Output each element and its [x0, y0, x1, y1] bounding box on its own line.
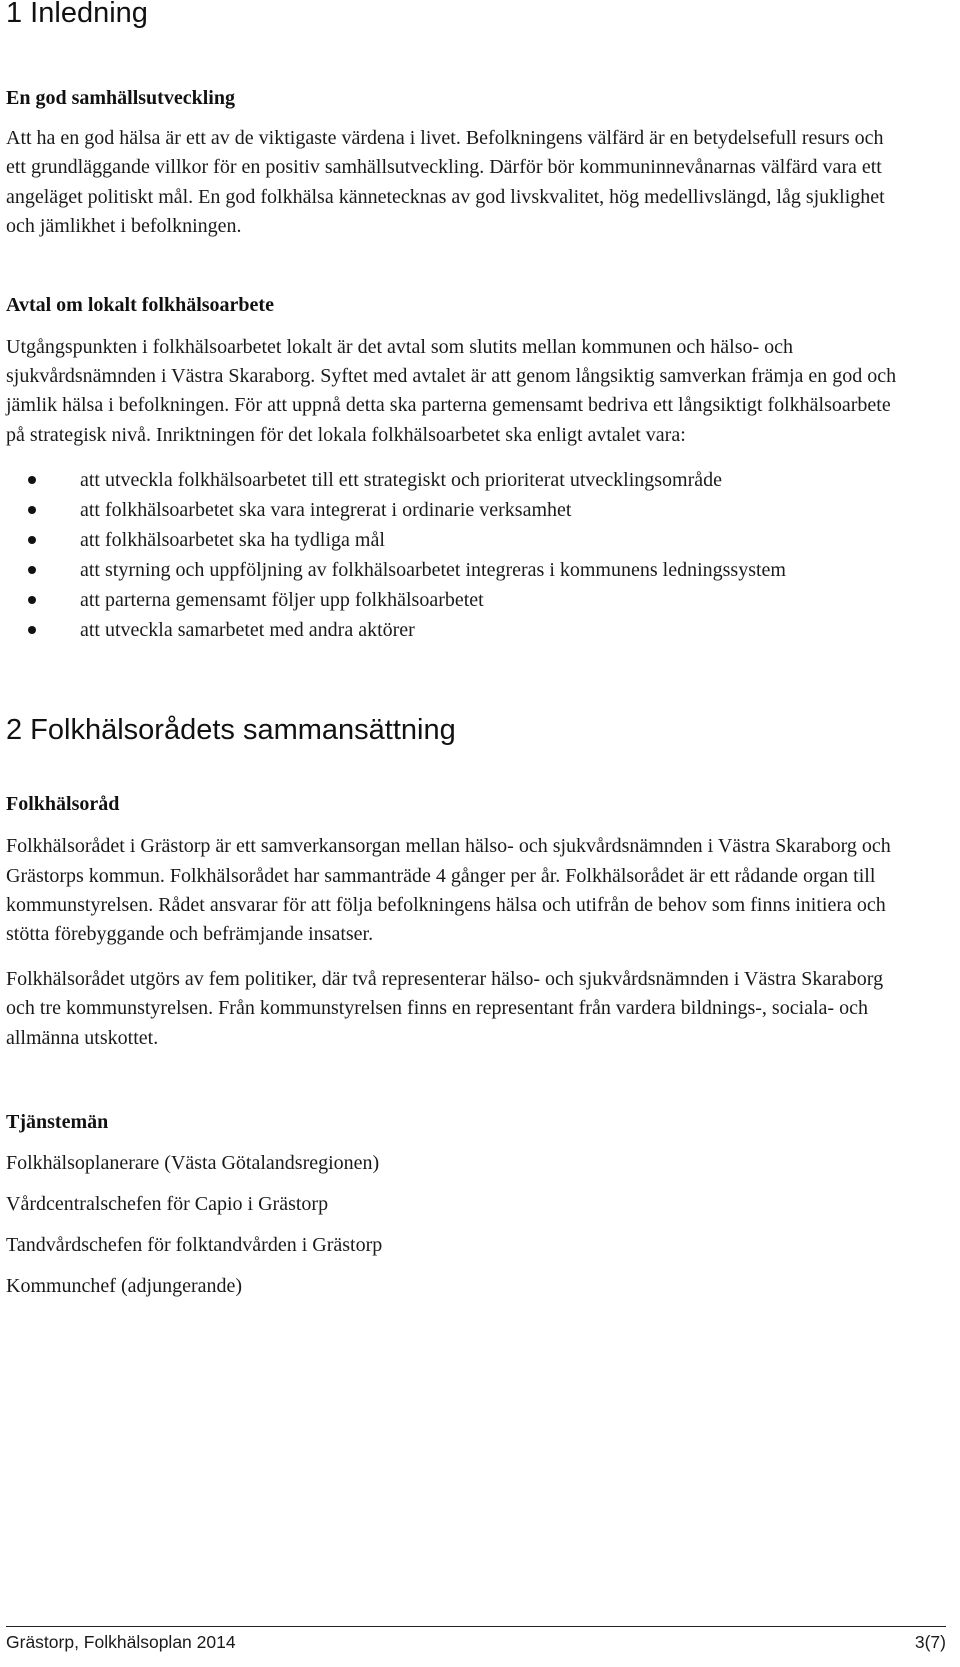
- bullet-icon: [28, 536, 36, 544]
- tjansteman-list: [6, 1149, 952, 1300]
- list-item: [6, 525, 866, 555]
- document-page: [6, 0, 952, 1300]
- list-item-text: att folkhälsoarbetet ska vara integrerat i ordinarie verksamhet: [80, 499, 572, 522]
- footer-title: Grästorp, Folkhälsoplan 2014: [6, 1632, 236, 1652]
- page-number: 3(7): [914, 1632, 946, 1652]
- subheading-folkhalsorad: Folkhälsoråd: [6, 793, 120, 816]
- list-item: [6, 495, 866, 525]
- bullet-list-inriktning: [6, 465, 866, 645]
- list-item-text: att styrning och uppföljning av folkhälsoarbetet integreras i kommunens ledningssystem: [80, 559, 786, 582]
- bullet-icon: [28, 566, 36, 574]
- subheading-samhallsutveckling: En god samhällsutveckling: [6, 87, 235, 109]
- bullet-icon: [28, 626, 36, 634]
- list-item-text: att parterna gemensamt följer upp folkhälsoarbetet: [80, 589, 484, 612]
- list-item-text: att folkhälsoarbetet ska ha tydliga mål: [80, 529, 385, 552]
- tjansteman-item: Kommunchef (adjungerande): [6, 1275, 243, 1298]
- bullet-icon: [28, 506, 36, 514]
- paragraph-folkhalsorad-2: Folkhälsorådet utgörs av fem politiker, där två representerar hälso- och sjukvårdsnämnden i Västra Skaraborg och tre kommunstyrelsen. Från kommunstyrelsen finns en representant från vardera bildnings-, sociala- och allmänna utskottet.: [6, 967, 884, 1049]
- list-item: [6, 465, 866, 495]
- section-heading-inledning: 1 Inledning: [6, 0, 148, 29]
- subheading-tjansteman: Tjänstemän: [6, 1111, 109, 1134]
- tjansteman-item: Folkhälsoplanerare (Västa Götalandsregionen): [6, 1152, 380, 1175]
- list-item: [6, 555, 866, 585]
- list-item-text: att utveckla folkhälsoarbetet till ett strategiskt och prioriterat utvecklingsområde: [80, 469, 723, 492]
- list-item-text: att utveckla samarbetet med andra aktörer: [80, 619, 415, 642]
- tjansteman-item: Vårdcentralschefen för Capio i Grästorp: [6, 1193, 329, 1216]
- section-heading-sammansattning: 2 Folkhälsorådets sammansättning: [6, 714, 456, 747]
- bullet-icon: [28, 476, 36, 484]
- page-footer: [6, 1626, 946, 1657]
- list-item: [6, 615, 866, 645]
- subheading-avtal: Avtal om lokalt folkhälsoarbete: [6, 293, 274, 316]
- paragraph-samhallsutveckling: Att ha en god hälsa är ett av de viktigaste värdena i livet. Befolkningens välfärd är en betydelsefull resurs och ett grundläggande villkor för en positiv samhällsutveckling. Därför bör kommuninnevånarnas välfärd vara ett angeläget politiskt mål. En god folkhälsa kännetecknas av god livskvalitet, hög medellivslängd, låg sjuklighet och jämlikhet i befolkningen.: [6, 127, 885, 238]
- paragraph-avtal: Utgångspunkten i folkhälsoarbetet lokalt är det avtal som slutits mellan kommunen och hälso- och sjukvårdsnämnden i Västra Skaraborg. Syftet med avtalet är att genom långsiktig samverkan främja en god och jämlik hälsa i befolkningen. För att uppnå detta ska parterna gemensamt bedriva ett långsiktigt folkhälsoarbete på strategisk nivå. Inriktningen för det lokala folkhälsoarbetet ska enligt avtalet vara:: [6, 335, 897, 446]
- paragraph-folkhalsorad-1: Folkhälsorådet i Grästorp är ett samverkansorgan mellan hälso- och sjukvårdsnämnden i Västra Skaraborg och Grästorps kommun. Folkhälsorådet har sammanträde 4 gånger per år. Folkhälsorådet är ett rådande organ till kommunstyrelsen. Rådet ansvarar för att följa befolkningens hälsa och utifrån de behov som finns initiera och stötta förebyggande och befrämjande insatser.: [6, 835, 891, 946]
- bullet-icon: [28, 596, 36, 604]
- list-item: [6, 585, 866, 615]
- tjansteman-item: Tandvårdschefen för folktandvården i Grästorp: [6, 1234, 383, 1257]
